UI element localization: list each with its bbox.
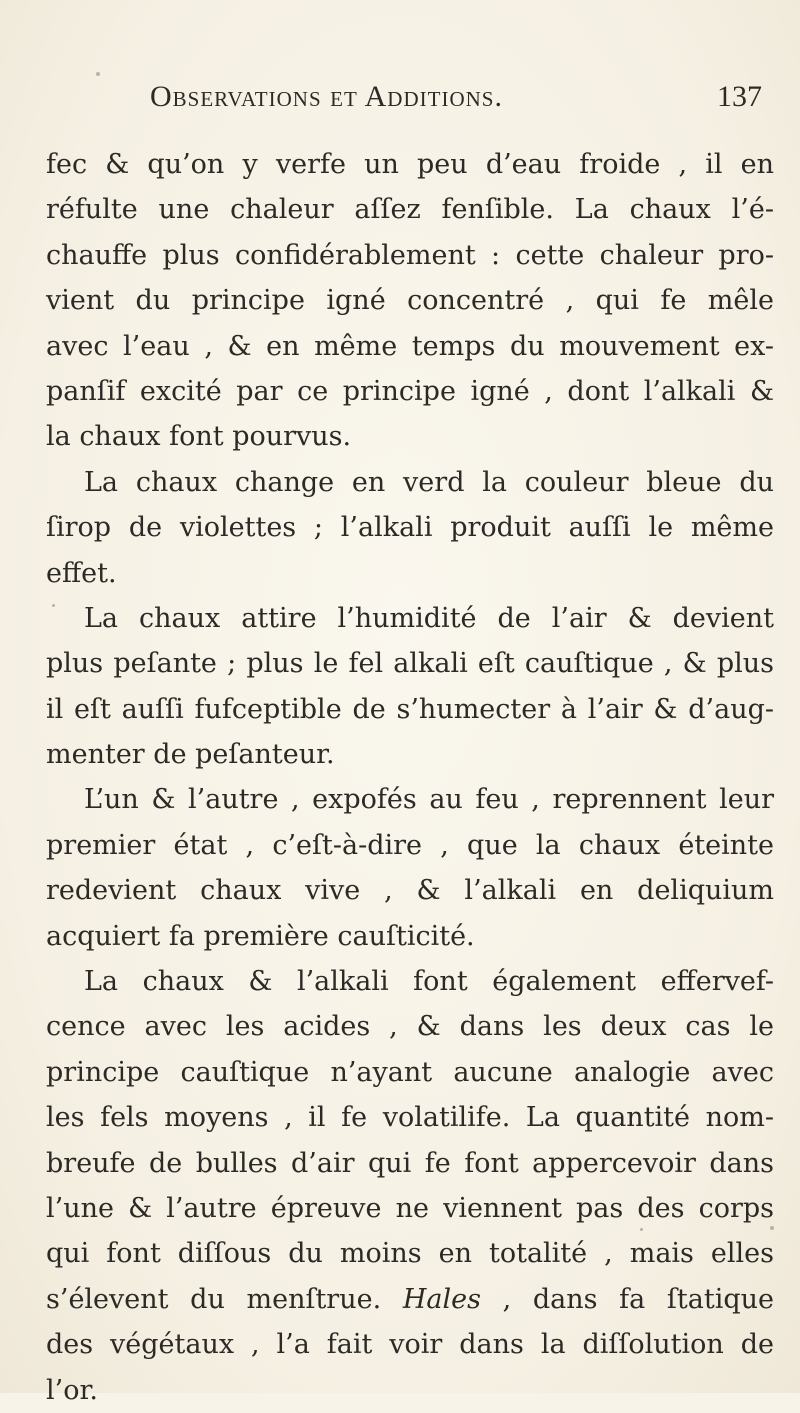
text-line: La chaux attire l’humidité de l’air & devient bbox=[84, 602, 774, 634]
text-line: La chaux & l’alkali font également effervef- bbox=[84, 966, 774, 998]
text-line: effet. bbox=[46, 557, 117, 589]
text-line: La chaux change en verd la couleur bleue du bbox=[84, 466, 774, 498]
text-line: L’un & l’autre , expofés au feu , reprennent leur bbox=[84, 784, 774, 816]
text-line: cence avec les acides , & dans les deux cas le bbox=[46, 1011, 774, 1043]
text-line: il eſt auſſi fufceptible de s’humecter à l’air & d’aug- bbox=[46, 693, 774, 725]
text-line: chauffe plus confidérablement : cette chaleur pro- bbox=[46, 239, 774, 271]
paper-speck bbox=[770, 1226, 774, 1230]
text-line: principe cauſtique n’ayant aucune analogie avec bbox=[46, 1056, 774, 1088]
text-segment: s’élevent du menſtrue. bbox=[46, 1283, 382, 1315]
text-line: les fels moyens , il fe volatilife. La quantité nom- bbox=[46, 1102, 774, 1134]
page-number: 137 bbox=[717, 80, 762, 113]
text-line: l’or. bbox=[46, 1374, 98, 1406]
paper-speck bbox=[52, 604, 55, 607]
text-line: breufe de bulles d’air qui fe font appercevoir dans bbox=[46, 1147, 774, 1179]
text-line: acquiert fa première cauſticité. bbox=[46, 920, 475, 952]
text-line: panſif excité par ce principe igné , dont l’alkali & bbox=[46, 375, 774, 407]
author-name: Hales bbox=[402, 1283, 481, 1315]
text-line: des végétaux , l’a fait voir dans la diſſolution de bbox=[46, 1329, 774, 1361]
text-line: plus peſante ; plus le fel alkali eſt cauſtique , & plus bbox=[46, 648, 774, 680]
text-line bbox=[46, 1277, 774, 1322]
text-line: qui font diſſous du moins en totalité , mais elles bbox=[46, 1238, 774, 1270]
paper-speck bbox=[96, 72, 100, 76]
text-line: l’une & l’autre épreuve ne viennent pas des corps bbox=[46, 1192, 774, 1224]
text-line: réfulte une chaleur aſſez fenſible. La chaux l’é- bbox=[46, 194, 774, 226]
text-line: fec & qu’on y verfe un peu d’eau froide , il en bbox=[46, 149, 774, 180]
text-line: avec l’eau , & en même temps du mouvement ex- bbox=[46, 330, 774, 362]
text-line: redevient chaux vive , & l’alkali en deliquium bbox=[46, 875, 774, 907]
running-head: Observations et Additions. bbox=[150, 80, 503, 113]
body-text bbox=[46, 142, 774, 1413]
text-line: la chaux font pourvus. bbox=[46, 421, 352, 453]
paper-speck bbox=[640, 1228, 643, 1231]
text-line: ſirop de violettes ; l’alkali produit auſſi le même bbox=[46, 512, 774, 544]
text-line: vient du principe igné concentré , qui fe mêle bbox=[46, 285, 774, 317]
text-line: menter de peſanteur. bbox=[46, 739, 335, 771]
text-segment: , dans fa ſtatique bbox=[502, 1283, 774, 1315]
text-line: premier état , c’eſt-à-dire , que la chaux éteinte bbox=[46, 829, 774, 861]
